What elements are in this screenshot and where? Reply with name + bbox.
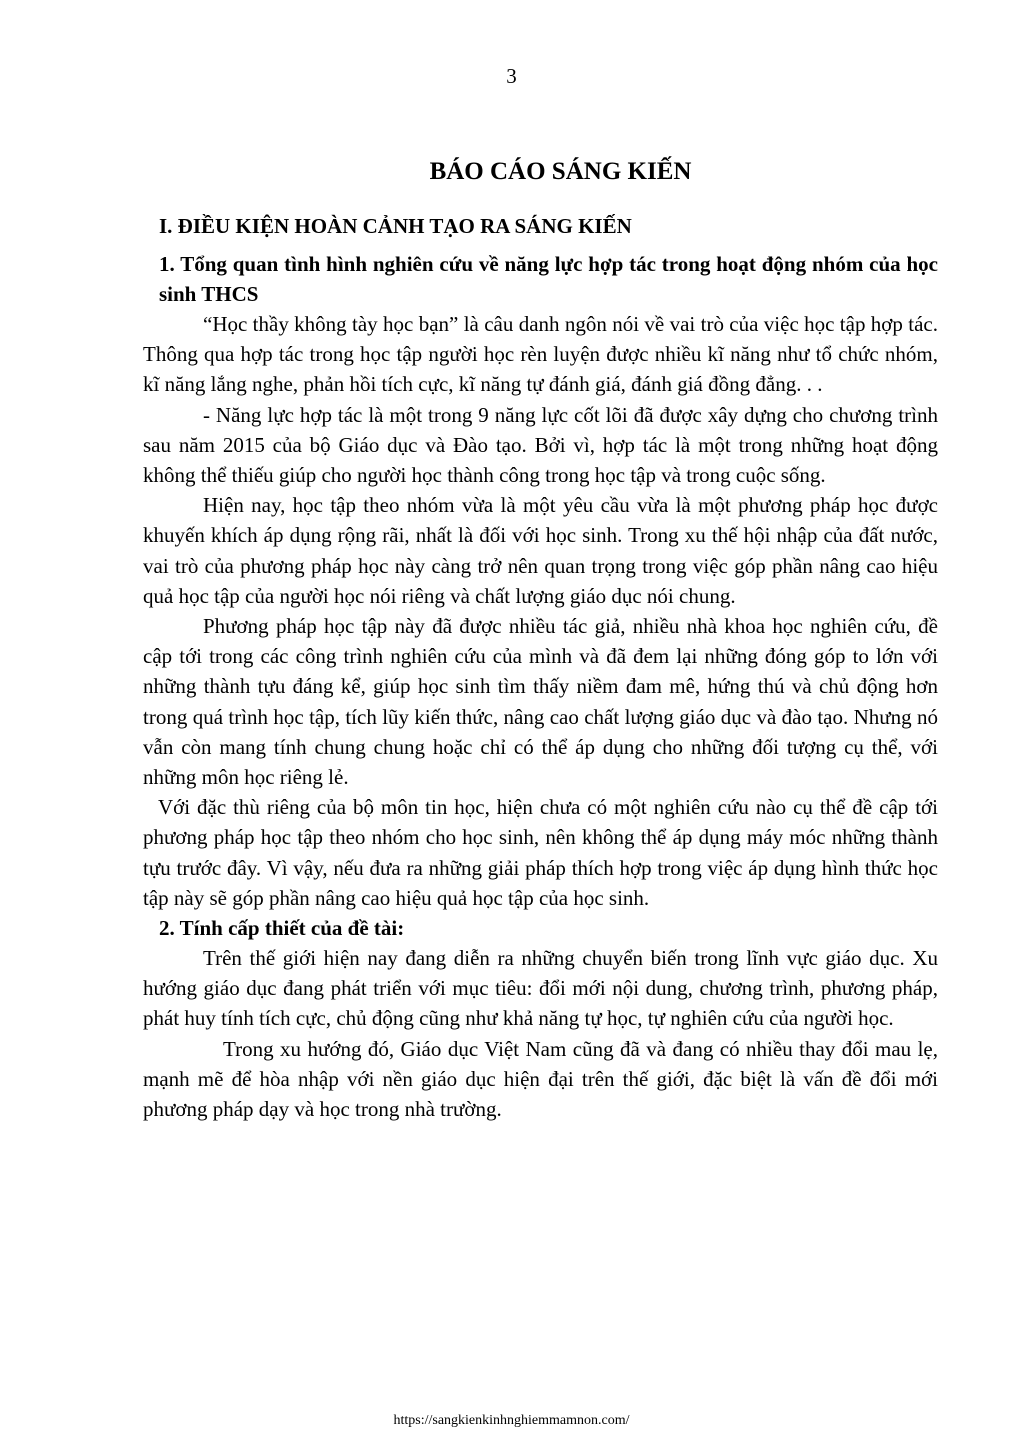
document-body [143, 158, 938, 1124]
page-number: 3 [506, 64, 517, 88]
paragraph: “Học thầy không tày học bạn” là câu danh ngôn nói về vai trò của việc học tập hợp tác. Thông qua hợp tác trong học tập người học rèn luyện được nhiều kĩ năng như tổ chức nhóm, kĩ năng lắng nghe, phản hồi tích cực, kĩ năng tự đánh giá, đánh giá đồng đẳng. . . [143, 312, 938, 397]
section-heading-1: I. ĐIỀU KIỆN HOÀN CẢNH TẠO RA SÁNG KIẾN [159, 214, 632, 238]
paragraph: Trong xu hướng đó, Giáo dục Việt Nam cũng đã và đang có nhiều thay đổi mau lẹ, mạnh mẽ để hòa nhập với nền giáo dục hiện đại trên thế giới, đặc biệt là vấn đề đổi mới phương pháp dạy và học trong nhà trường. [143, 1036, 938, 1122]
paragraph: Phương pháp học tập này đã được nhiều tác giả, nhiều nhà khoa học nghiên cứu, đề cập tới trong các công trình nghiên cứu của mình và đã đem lại những đóng góp to lớn với những thành tựu đáng kể, giúp học sinh tìm thấy niềm đam mê, hứng thú và chủ động hơn trong quá trình học tập, tích lũy kiến thức, nâng cao chất lượng giáo dục và đào tạo. Nhưng nó vẫn còn mang tính chung chung hoặc chỉ có thể áp dụng cho những đối tượng cụ thể, với những môn học riêng lẻ. [143, 614, 938, 790]
subsection-heading-2: 2. Tính cấp thiết của đề tài: [159, 916, 405, 941]
document-title: BÁO CÁO SÁNG KIẾN [429, 158, 692, 185]
paragraph: - Năng lực hợp tác là một trong 9 năng lực cốt lõi đã được xây dựng cho chương trình sau năm 2015 của bộ Giáo dục và Đào tạo. Bởi vì, hợp tác là một trong những hoạt động không thể thiếu giúp cho người học thành công trong học tập và trong cuộc sống. [143, 402, 938, 488]
subsection-heading-1: 1. Tổng quan tình hình nghiên cứu về năng lực hợp tác trong hoạt động nhóm của học sinh THCS [159, 252, 938, 306]
footer-url: https://sangkienkinhnghiemmamnon.com/ [393, 1413, 630, 1428]
paragraph: Trên thế giới hiện nay đang diễn ra những chuyển biến trong lĩnh vực giáo dục. Xu hướng giáo dục đang phát triển với mục tiêu: đổi mới nội dung, chương trình, phương pháp, phát huy tính tích cực, chủ động cũng như khả năng tự học, tự nghiên cứu của người học. [143, 946, 938, 1031]
paragraph: Với đặc thù riêng của bộ môn tin học, hiện chưa có một nghiên cứu nào cụ thể đề cập tới phương pháp học tập theo nhóm cho học sinh, nên không thể áp dụng máy móc những thành tựu trước đây. Vì vậy, nếu đưa ra những giải pháp thích hợp trong việc áp dụng hình thức học tập này sẽ góp phần nâng cao hiệu quả học tập của học sinh. [143, 795, 938, 910]
paragraph: Hiện nay, học tập theo nhóm vừa là một yêu cầu vừa là một phương pháp học được khuyến khích áp dụng rộng rãi, nhất là đối với học sinh. Trong xu thế hội nhập của đất nước, vai trò của phương pháp học này càng trở nên quan trọng trong việc góp phần nâng cao hiệu quả học tập của người học nói riêng và chất lượng giáo dục nói chung. [143, 493, 938, 608]
